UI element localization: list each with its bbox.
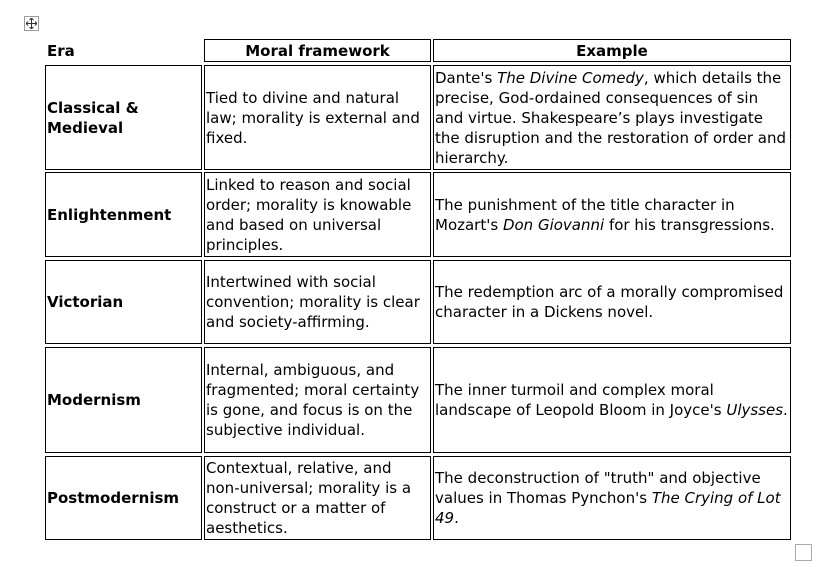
header-example-text: Example bbox=[576, 41, 648, 60]
work-title: Don Giovanni bbox=[502, 215, 605, 234]
move-icon bbox=[26, 18, 37, 29]
framework-text: Tied to divine and natural law; morality is external and fixed. bbox=[206, 88, 420, 147]
work-title: The Divine Comedy bbox=[497, 68, 644, 87]
example-cell bbox=[433, 172, 791, 257]
era-text: Victorian bbox=[47, 293, 124, 311]
example-text bbox=[435, 195, 789, 235]
era-cell bbox=[45, 347, 202, 453]
example-segment: . bbox=[454, 509, 459, 527]
header-example bbox=[433, 39, 791, 62]
example-cell bbox=[433, 65, 791, 170]
framework-text: Linked to reason and social order; morality is knowable and based on universal principles. bbox=[206, 175, 412, 254]
example-text bbox=[435, 380, 789, 420]
header-era-text: Era bbox=[47, 41, 75, 60]
era-cell bbox=[45, 172, 202, 257]
era-text: Postmodernism bbox=[47, 489, 180, 507]
example-text bbox=[435, 282, 789, 322]
era-cell bbox=[45, 456, 202, 540]
era-text: Classical & Medieval bbox=[47, 98, 139, 137]
framework-text: Intertwined with social convention; morality is clear and society-affirming. bbox=[206, 273, 420, 331]
table-move-handle[interactable] bbox=[24, 16, 39, 31]
example-segment: . bbox=[783, 401, 788, 419]
framework-cell bbox=[204, 456, 431, 540]
framework-text: Internal, ambiguous, and fragmented; moral certainty is gone, and focus is on the subjective individual. bbox=[206, 361, 420, 439]
header-framework bbox=[204, 39, 431, 62]
framework-cell bbox=[204, 172, 431, 257]
example-segment: Dante's bbox=[435, 68, 498, 87]
era-text: Modernism bbox=[47, 391, 141, 409]
example-segment: The redemption arc of a morally compromised character in a Dickens novel. bbox=[435, 283, 784, 321]
example-text bbox=[435, 68, 789, 168]
framework-cell bbox=[204, 65, 431, 170]
framework-cell bbox=[204, 260, 431, 344]
work-title: Ulysses bbox=[726, 401, 784, 419]
example-cell bbox=[433, 260, 791, 344]
example-cell bbox=[433, 456, 791, 540]
example-text bbox=[435, 468, 789, 528]
example-segment: , which details the precise, God-ordained consequences of sin and virtue. Shakespeare’s plays investigate the disruption and the restoration of order and hierarchy. bbox=[435, 68, 786, 167]
era-cell bbox=[45, 65, 202, 170]
header-framework-text: Moral framework bbox=[245, 41, 390, 60]
framework-text: Contextual, relative, and non-universal; morality is a construct or a matter of aesthetics. bbox=[206, 459, 412, 537]
work-title: The Crying of Lot 49 bbox=[435, 489, 781, 527]
example-segment: The punishment of the title character in Mozart's bbox=[435, 195, 735, 234]
era-cell bbox=[45, 260, 202, 344]
framework-cell bbox=[204, 347, 431, 453]
example-segment: for his transgressions. bbox=[604, 215, 775, 234]
era-text: Enlightenment bbox=[47, 205, 172, 224]
table-resize-handle[interactable] bbox=[795, 544, 812, 561]
example-cell bbox=[433, 347, 791, 453]
example-segment: The deconstruction of "truth" and objective values in Thomas Pynchon's bbox=[435, 469, 761, 507]
header-era bbox=[45, 39, 202, 62]
example-segment: The inner turmoil and complex moral landscape of Leopold Bloom in Joyce's bbox=[435, 381, 727, 419]
